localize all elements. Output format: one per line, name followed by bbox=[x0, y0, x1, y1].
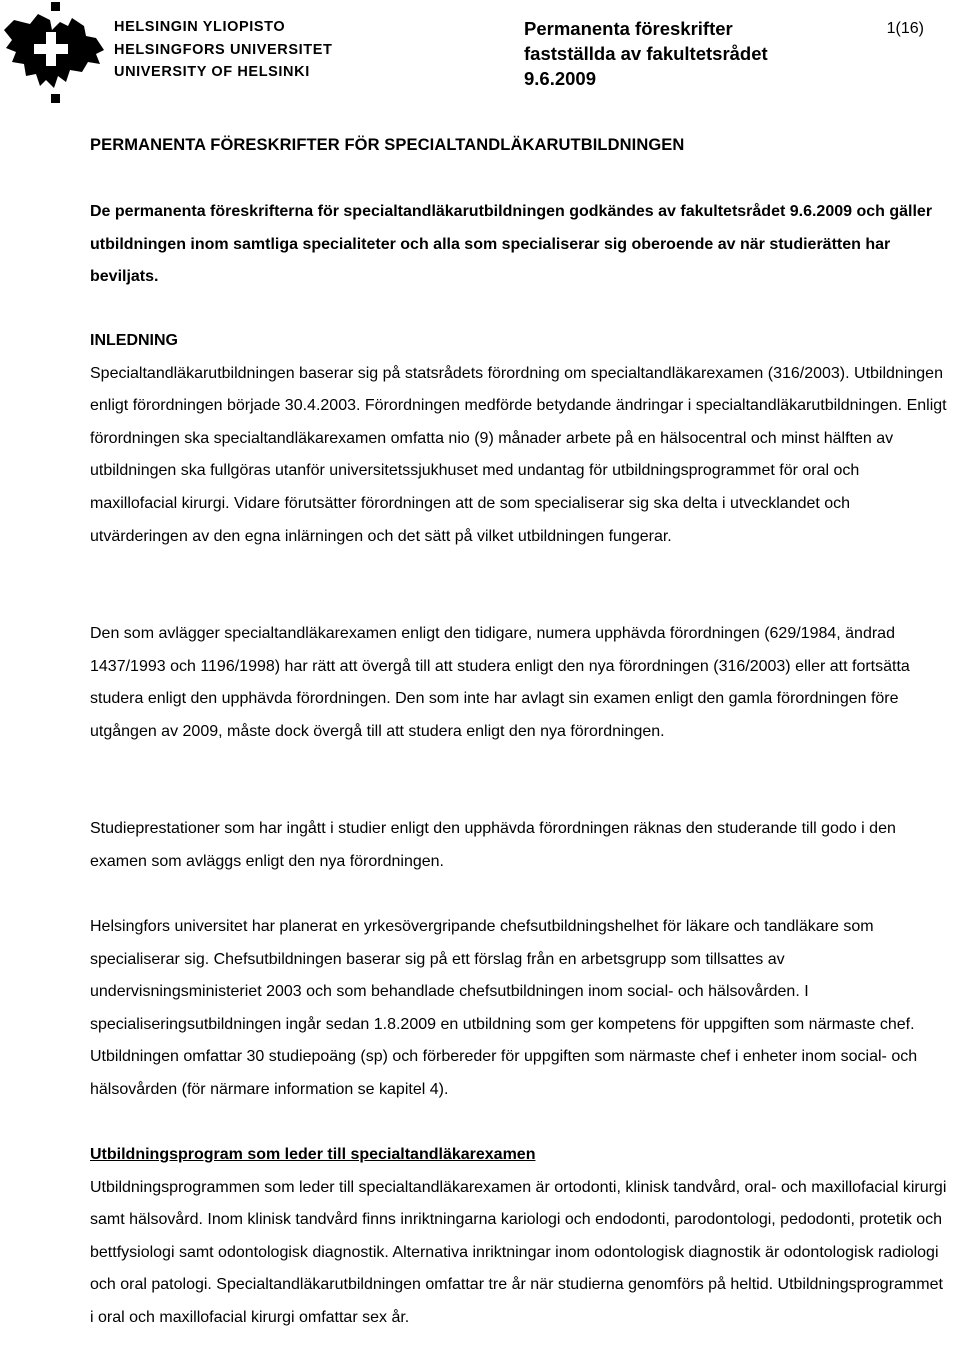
university-name-en: UNIVERSITY OF HELSINKI bbox=[114, 64, 310, 80]
intro-paragraph: De permanenta föreskrifterna för specialtandläkarutbildningen godkändes av fakultetsrådet 9.6.2009 och gäller utbildningen inom samtliga specialiteter och alla som specialiserar sig oberoende av när studierätten har beviljats. bbox=[90, 203, 933, 286]
paragraph-management-training: Helsingfors universitet har planerat en yrkesövergripande chefsutbildningshelhet för läkare och tandläkare som specialiserar sig. Chefsutbildningen baserar sig på ett förslag från en arbetsgrupp som tillsattes av undervisningsministeriet 2003 och som behandlade chefsutbildningen inom social- och hälsovården. I specialiseringsutbildningen ingår sedan 1.8.2009 en utbildning som ger kompetens för uppgiften som närmaste chef. Utbildningen omfattar 30 studiepoäng (sp) och förbereder för uppgiften som närmaste chef i enheter inom social- och hälsovården (för närmare information se kapitel 4). bbox=[90, 918, 918, 1098]
training-programs-text: Utbildningsprogrammen som leder till specialtandläkarexamen är ortodonti, klinisk tandvård, oral- och maxillofacial kirurgi samt hälsovård. Inom klinisk tandvård finns inriktningarna kariologi och endodonti, parodontologi, pedodonti, protetik och bettfysiologi samt odontologisk diagnostik. Alternativa inriktningar inom odontologisk diagnostik är odontologisk radiologi och oral patologi. Specialtandläkarutbildningen omfattar tre år när studierna genomförs på heltid. Utbildningsprogrammet i oral och maxillofacial kirurgi omfattar sex år. bbox=[90, 1178, 947, 1326]
inledning-text: Specialtandläkarutbildningen baserar sig på statsrådets förordning om specialtandläkarexamen (316/2003). Utbildningen enligt förordningen började 30.4.2003. Förordningen medförde betydande ändringar i specialtandläkarutbildningen. Enligt förordningen ska specialtandläkarexamen omfatta nio (9) månader arbete på en hälsocentral och minst hälften av utbildningen ska fullgöras utanför universitetssjukhuset med undantag för utbildningsprogrammet för oral och maxillofacial kirurgi. Vidare förutsätter förordningen att de som specialiserar sig ska delta i utvecklandet och utvärderingen av den egna inlärningen och det sätt på vilket utbildningen fungerar. bbox=[90, 364, 947, 545]
section-training-programs bbox=[90, 1139, 950, 1335]
document-title bbox=[524, 16, 768, 91]
training-programs-heading: Utbildningsprogram som leder till specialtandläkarexamen bbox=[90, 1146, 536, 1163]
main-heading: PERMANENTA FÖRESKRIFTER FÖR SPECIALTANDLÄKARUTBILDNINGEN bbox=[90, 136, 685, 154]
document-title-line-1: Permanenta föreskrifter bbox=[524, 18, 733, 39]
paragraph-transition-rules: Den som avlägger specialtandläkarexamen enligt den tidigare, numera upphävda förordningen (629/1984, ändrad 1437/1993 och 1196/1998) har rätt att övergå till att studera enligt den nya förordningen (316/2003) eller att fortsätta studera enligt den upphävda förordningen. Den som inte har avlagt sin examen enligt den gamla förordningen före utgången av 2009, måste dock övergå till att studera enligt den nya förordningen. bbox=[90, 625, 910, 740]
paragraph-credit-transfer: Studieprestationer som har ingått i studier enligt den upphävda förordningen räknas den studerande till godo i den examen som avläggs enligt den nya förordningen. bbox=[90, 820, 896, 870]
university-logo-icon bbox=[0, 0, 110, 105]
page-number: 1(16) bbox=[886, 20, 924, 37]
section-inledning bbox=[90, 325, 950, 553]
document-title-line-3: 9.6.2009 bbox=[524, 68, 597, 89]
inledning-heading: INLEDNING bbox=[90, 332, 178, 349]
university-name-sv: HELSINGFORS UNIVERSITET bbox=[114, 41, 333, 58]
university-names bbox=[114, 16, 332, 84]
university-name-fi: HELSINGIN YLIOPISTO bbox=[114, 19, 286, 35]
document-title-line-2: fastställda av fakultetsrådet bbox=[524, 43, 768, 64]
